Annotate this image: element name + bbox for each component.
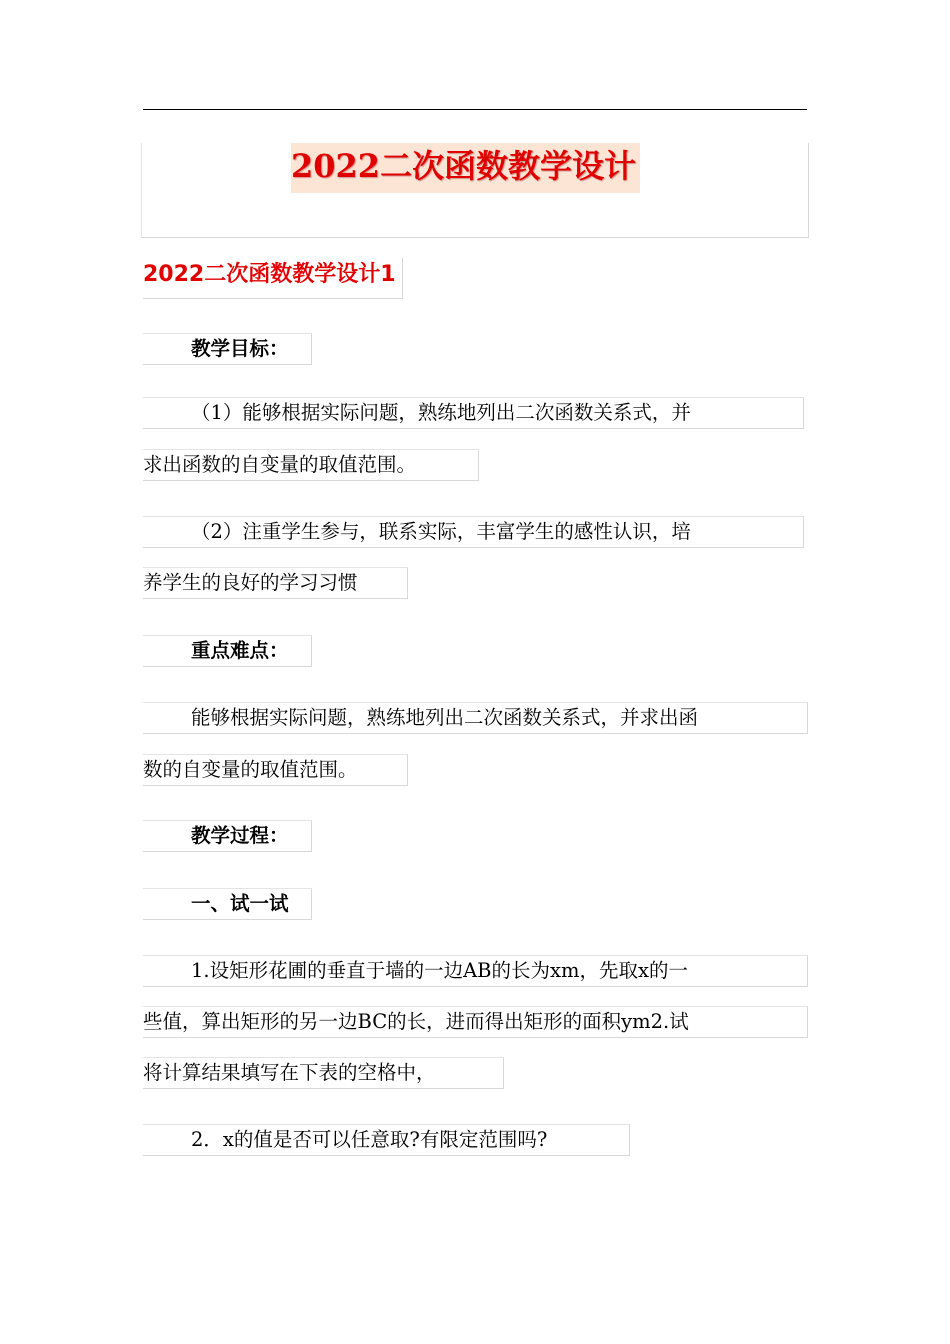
section-heading: 2022二次函数教学设计1 <box>143 258 403 299</box>
key-points-line-1: 能够根据实际问题，熟练地列出二次函数关系式，并求出函 <box>143 702 808 734</box>
objective-2-line-1: （2）注重学生参与，联系实际，丰富学生的感性认识，培 <box>143 516 804 548</box>
objective-1-line-2: 求出函数的自变量的取值范围。 <box>143 449 479 481</box>
key-points-heading: 重点难点： <box>143 635 312 667</box>
task-1-line-2: 些值，算出矩形的另一边BC的长，进而得出矩形的面积ym2.试 <box>143 1006 808 1038</box>
task-1-line-1: 1.设矩形花圃的垂直于墙的一边AB的长为xm，先取x的一 <box>143 955 808 987</box>
key-points-line-2: 数的自变量的取值范围。 <box>143 754 408 786</box>
step-1-heading: 一、试一试 <box>143 888 312 920</box>
task-2-line-1: 2．x的值是否可以任意取?有限定范围吗? <box>143 1124 630 1156</box>
task-1-line-3: 将计算结果填写在下表的空格中， <box>143 1057 504 1089</box>
process-heading: 教学过程： <box>143 820 312 852</box>
objectives-heading: 教学目标： <box>143 333 312 365</box>
objective-2-line-2: 养学生的良好的学习习惯 <box>143 567 408 599</box>
document-title: 2022二次函数教学设计 <box>291 143 640 193</box>
header-rule <box>143 109 807 110</box>
objective-1-line-1: （1）能够根据实际问题，熟练地列出二次函数关系式，并 <box>143 397 804 429</box>
